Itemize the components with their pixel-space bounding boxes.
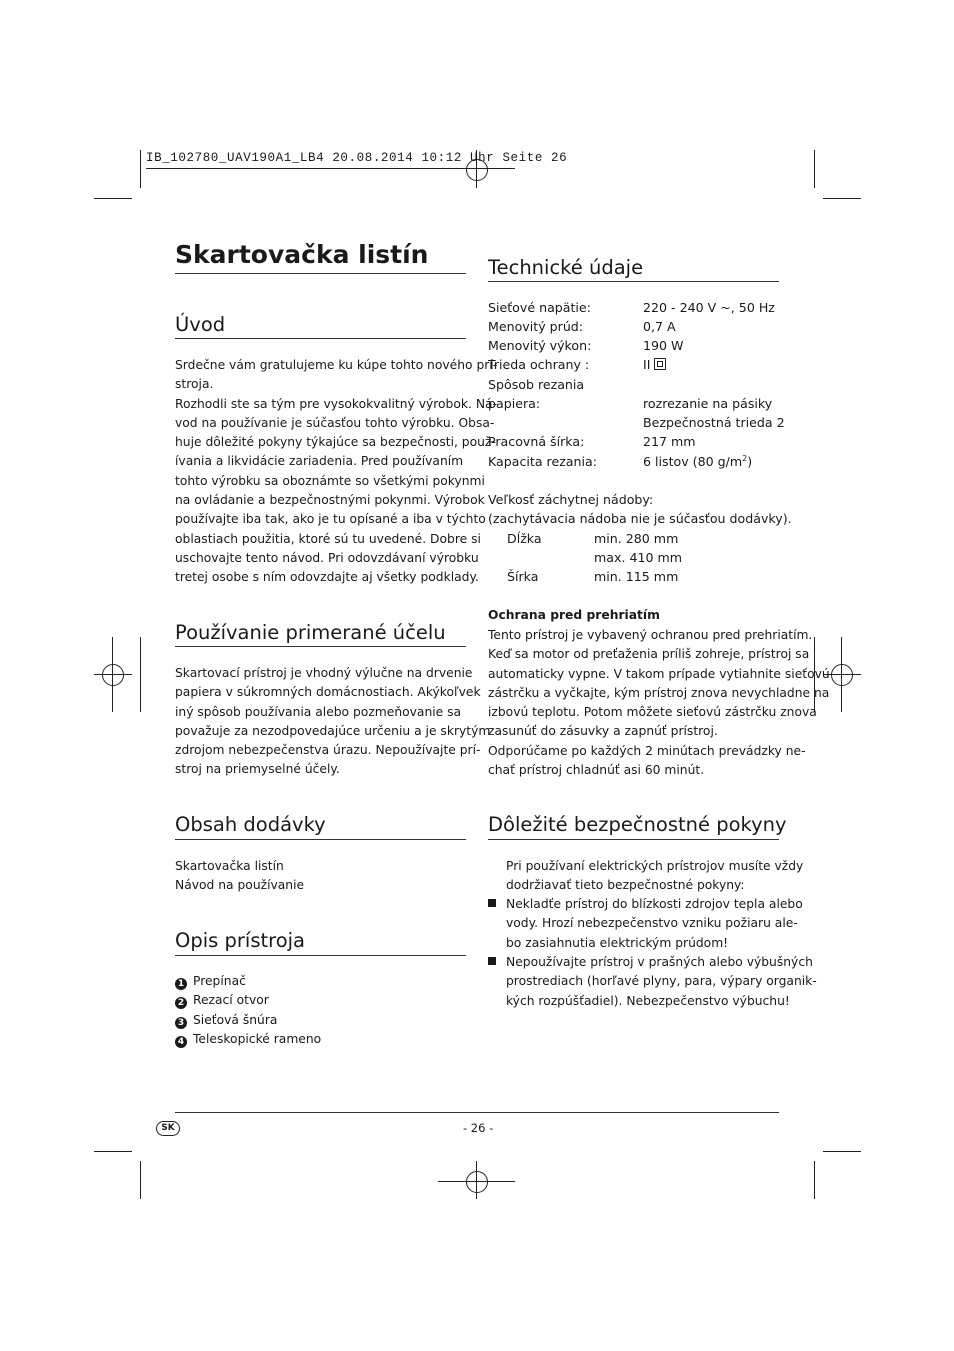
- safety-bullet: Nekladťe prístroj do blízkosti zdrojov tepla alebo vody. Hrozí nebezpečenstvo vzniku požiaru ale- bo zasiahnutia elektrickým prúdom!: [506, 897, 803, 950]
- print-slug-underline: [146, 168, 515, 169]
- title-rule: [175, 273, 466, 274]
- spec-value: 220 - 240 V ~, 50 Hz: [643, 300, 775, 315]
- list-item: 2 Rezací otvor: [175, 991, 321, 1010]
- section-rule: [488, 281, 779, 282]
- list-item: 3 Sieťová šnúra: [175, 1011, 321, 1030]
- number-badge: 3: [175, 1017, 187, 1029]
- container-title: Veľkosť záchytnej nádoby:: [488, 492, 654, 507]
- package-heading: Obsah dodávky: [175, 813, 326, 836]
- dim-value: min. 115 mm: [594, 569, 679, 584]
- dim-value: min. 280 mm: [594, 531, 679, 546]
- intro-text: Srdečne vám gratulujeme ku kúpe tohto nového prí- stroja. Rozhodli ste sa tým pre vysokokvalitný výrobok. Ná- vod na používanie je súčasťou tohto výrobku. Obsa- huje dôležité pokyny týkajúce sa bezpečnosti, použ- ívania a likvidácie zariadenia. Pred používaním tohto výrobku sa oboznámte so všetkými pokynmi na ovládanie a bezpečnostnými pokynmi. Výrobok používajte iba tak, ako je tu opísané a iba v týchto oblastiach použitia, ktoré sú tu uvedené. Dobre si uschovajte tento návod. Pri odovzdávaní výrobku tretej osobe s ním odovzdajte aj všetky podklady.: [175, 358, 498, 585]
- spec-value: 190 W: [643, 338, 684, 353]
- spec-label: papiera:: [488, 396, 541, 411]
- crop-mark: [140, 150, 141, 188]
- spec-label: Sieťové napätie:: [488, 300, 591, 315]
- crop-mark: [823, 198, 861, 199]
- language-badge: SK: [156, 1121, 180, 1136]
- safety-bullet: Nepoužívajte prístroj v prašných alebo výbušných prostrediach (horľavé plyny, para, výpary organik- kých rozpúšťadiel). Nebezpečenstvo výbuchu!: [506, 955, 817, 1008]
- page-number: - 26 -: [463, 1121, 494, 1135]
- intro-heading: Úvod: [175, 313, 226, 336]
- spec-value: Bezpečnostná trieda 2: [643, 415, 785, 430]
- spec-label: Kapacita rezania:: [488, 454, 597, 469]
- safety-intro: Pri používaní elektrických prístrojov musíte vždy dodržiavať tieto bezpečnostné pokyny:: [506, 859, 804, 893]
- spec-value: 6 listov (80 $g/m^2$): [643, 454, 753, 470]
- registration-mark: [476, 1161, 477, 1199]
- registration-mark: [466, 1171, 488, 1193]
- spec-value: 217 mm: [643, 434, 696, 449]
- number-badge: 4: [175, 1036, 187, 1048]
- intended-use-heading: Používanie primerané účelu: [175, 621, 446, 644]
- package-list: [175, 857, 304, 896]
- section-rule: [175, 839, 466, 840]
- dim-value: max. 410 mm: [594, 550, 683, 565]
- page-title: Skartovačka listín: [175, 240, 429, 269]
- number-badge: 2: [175, 997, 187, 1009]
- spec-label: Menovitý výkon:: [488, 338, 592, 353]
- spec-value: II: [643, 357, 666, 372]
- list-item: Skartovačka listín: [175, 859, 284, 873]
- spec-value: rozrezanie na pásiky: [643, 396, 773, 411]
- number-badge: 1: [175, 978, 187, 990]
- bullet-square-icon: [488, 957, 496, 965]
- overheat-heading: Ochrana pred prehriatím: [488, 608, 660, 622]
- intended-use-text: Skartovací prístroj je vhodný výlučne na drvenie papiera v súkromných domácnostiach. Akýkoľvek iný spôsob používania alebo pozmeňovanie sa považuje za nezodpovedajúce určeniu a je skrytým zdrojom nebezpečenstva úrazu. Nepoužívajte prí- stroj na priemyselné účely.: [175, 666, 491, 777]
- list-item: 4 Teleskopické rameno: [175, 1030, 321, 1049]
- protection-class-icon: [654, 358, 666, 370]
- section-rule: [175, 955, 466, 956]
- registration-mark: [102, 664, 124, 686]
- footer-rule: [175, 1112, 779, 1113]
- crop-mark: [94, 1151, 132, 1152]
- bullet-square-icon: [488, 899, 496, 907]
- list-item: 1 Prepínač: [175, 972, 321, 991]
- spec-label: Trieda ochrany :: [488, 357, 590, 372]
- registration-mark: [831, 664, 853, 686]
- spec-value: 0,7 A: [643, 319, 676, 334]
- section-rule: [175, 338, 466, 339]
- crop-mark: [814, 1161, 815, 1199]
- crop-mark: [94, 198, 132, 199]
- spec-label: Spôsob rezania: [488, 377, 585, 392]
- device-heading: Opis prístroja: [175, 929, 306, 952]
- dim-label: Šírka: [507, 569, 539, 584]
- spec-label: Pracovná šírka:: [488, 434, 585, 449]
- device-parts-list: [175, 972, 321, 1049]
- print-slug: IB_102780_UAV190A1_LB4 20.08.2014 10:12 Uhr Seite 26: [146, 151, 568, 165]
- registration-mark: [438, 1181, 515, 1182]
- dim-label: Dĺžka: [507, 531, 542, 546]
- crop-mark: [823, 1151, 861, 1152]
- crop-mark: [814, 150, 815, 188]
- safety-heading: Dôležité bezpečnostné pokyny: [488, 813, 787, 836]
- registration-mark: [94, 674, 132, 675]
- spec-label: Menovitý prúd:: [488, 319, 584, 334]
- section-rule: [175, 646, 466, 647]
- container-note: (zachytávacia nádoba nie je súčasťou dodávky).: [488, 511, 792, 526]
- section-rule: [488, 839, 779, 840]
- crop-mark: [140, 1161, 141, 1199]
- registration-mark: [140, 637, 141, 712]
- tech-heading: Technické údaje: [488, 256, 644, 279]
- list-item: Návod na používanie: [175, 878, 305, 893]
- overheat-text: Tento prístroj je vybavený ochranou pred prehriatím. Keď sa motor od preťaženia príliš zohreje, prístroj sa automaticky vypne. V takom prípade vytiahnite sieťovú zástrčku a vyčkajte, kým prístroj znova nevychladne na izbovú teplotu. Potom môžete sieťovú zástrčku znova zasunúť do zásuvky a zapnúť prístroj. Odporúčame po každých 2 minútach prevádzky ne- chať prístroj chladnúť asi 60 minút.: [488, 628, 830, 778]
